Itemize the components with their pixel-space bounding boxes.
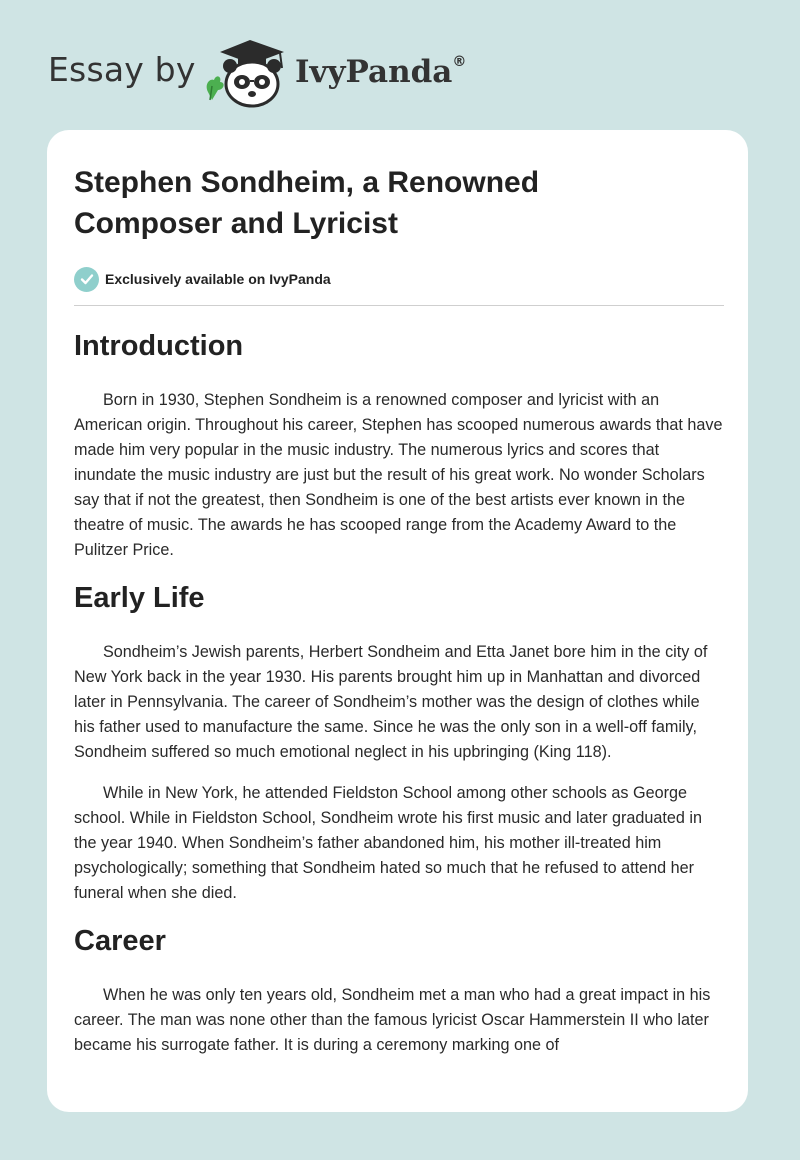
paragraph: While in New York, he attended Fieldston School among other schools as George school. While in Fieldston School, Sondheim wrote his first music and later graduated in the year 1940. When Sondheim’s father abandoned him, his mother ill-treated him psychologically; something that Sondheim hated so much that he refused to attend her funeral when she died. <box>74 784 703 902</box>
brand-name[interactable]: IvyPanda® <box>295 54 467 90</box>
exclusive-badge <box>74 266 724 292</box>
badge-label: Exclusively available on IvyPanda <box>105 271 331 287</box>
panda-logo-icon[interactable] <box>200 34 292 110</box>
essay-by-label: Essay by <box>48 50 196 89</box>
essay-card <box>47 130 748 1112</box>
section-heading: Early Life <box>74 582 205 614</box>
essay-title: Stephen Sondheim, a Renowned Composer and Lyricist <box>74 166 540 240</box>
essay-content <box>74 162 724 1058</box>
section-heading: Introduction <box>74 330 244 362</box>
paragraph: When he was only ten years old, Sondheim met a man who had a great impact in his career. The man was none other than the famous lyricist Oscar Hammerstein II who later became his surrogate father. It is during a ceremony marking one of <box>74 986 711 1054</box>
section-heading: Career <box>74 925 166 957</box>
site-header <box>0 0 800 130</box>
divider <box>74 305 724 306</box>
paragraph: Sondheim’s Jewish parents, Herbert Sondheim and Etta Janet bore him in the city of New York back in the year 1930. His parents brought him up in Manhattan and divorced later in Pennsylvania. The career of Sondheim’s mother was the design of clothes while his father used to manufacture the same. Since he was the only son in a well-off family, Sondheim suffered so much emotional neglect in his upbringing (King 118). <box>74 643 708 761</box>
check-icon <box>74 267 99 292</box>
paragraph: Born in 1930, Stephen Sondheim is a renowned composer and lyricist with an American origin. Throughout his career, Stephen has scooped numerous awards that have made him very popular in the music industry. The numerous lyrics and scores that inundate the music industry are just but the result of his great work. No wonder Scholars say that if not the greatest, then Sondheim is one of the best artists ever known in the theatre of music. The awards he has scooped range from the Academy Award to the Pulitzer Price. <box>74 391 723 559</box>
